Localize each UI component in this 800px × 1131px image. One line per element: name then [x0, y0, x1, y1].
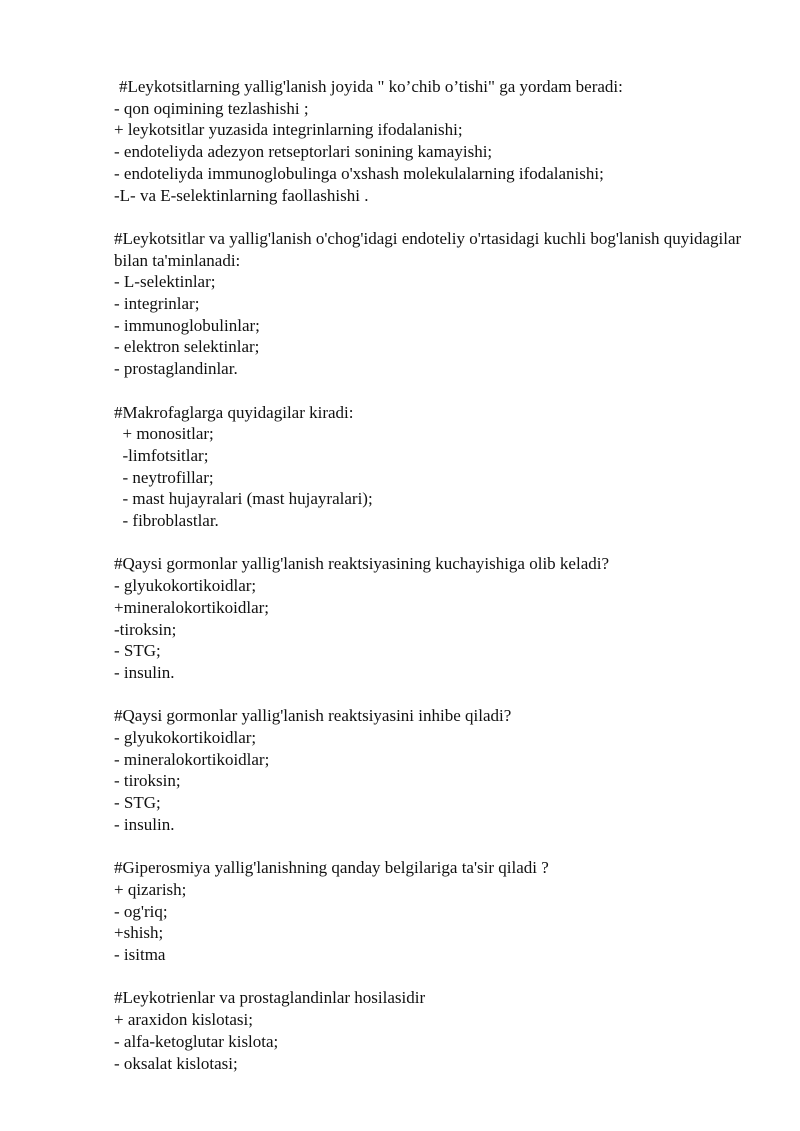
answer-option: - tiroksin; [114, 771, 181, 791]
question-block [114, 553, 754, 683]
answer-option: - neytrofillar; [114, 467, 214, 487]
answer-option: - glyukokortikoidlar; [114, 576, 257, 596]
answer-option: -tiroksin; [114, 619, 177, 639]
question-block [114, 402, 754, 532]
answer-option: -L- va E-selektinlarning faollashishi . [114, 185, 369, 205]
answer-option: +shish; [114, 923, 164, 943]
answer-option: - integrinlar; [114, 294, 200, 314]
question-title: #Qaysi gormonlar yallig'lanish reaktsiyasini inhibe qiladi? [114, 706, 512, 726]
answer-option: - endoteliyda adezyon retseptorlari sonining kamayishi; [114, 142, 493, 162]
answer-option: - mast hujayralari (mast hujayralari); [114, 489, 373, 509]
answer-option: + leykotsitlar yuzasida integrinlarning ifodalanishi; [114, 120, 463, 140]
document-body [114, 76, 754, 1096]
question-block [114, 987, 754, 1074]
question-block [114, 857, 754, 966]
answer-option: - isitma [114, 945, 166, 965]
answer-option: - alfa-ketoglutar kislota; [114, 1031, 279, 1051]
answer-option: - mineralokortikoidlar; [114, 749, 270, 769]
answer-option: - og'riq; [114, 901, 168, 921]
answer-option: - STG; [114, 793, 161, 813]
answer-option: - elektron selektinlar; [114, 337, 260, 357]
answer-option: - oksalat kislotasi; [114, 1053, 238, 1073]
answer-option: - L-selektinlar; [114, 272, 216, 292]
question-title: #Leykotrienlar va prostaglandinlar hosilasidir [114, 988, 426, 1008]
answer-option: - endoteliyda immunoglobulinga o'xshash molekulalarning ifodalanishi; [114, 163, 604, 183]
answer-option: - insulin. [114, 662, 175, 682]
question-block [114, 705, 754, 835]
question-title: #Giperosmiya yallig'lanishning qanday belgilariga ta'sir qiladi ? [114, 858, 549, 878]
answer-option: + qizarish; [114, 879, 187, 899]
answer-option: +mineralokortikoidlar; [114, 597, 269, 617]
question-block [114, 76, 754, 206]
answer-option: -limfotsitlar; [114, 445, 209, 465]
answer-option: - fibroblastlar. [114, 511, 219, 531]
answer-option: + araxidon kislotasi; [114, 1010, 253, 1030]
answer-option: - immunoglobulinlar; [114, 315, 260, 335]
answer-option: - STG; [114, 641, 161, 661]
question-title: #Leykotsitlarning yallig'lanish joyida " ko’chib o’tishi" ga yordam beradi: [119, 77, 623, 96]
answer-option: - glyukokortikoidlar; [114, 728, 257, 748]
question-title: #Qaysi gormonlar yallig'lanish reaktsiyasining kuchayishiga olib keladi? [114, 554, 610, 574]
answer-option: - insulin. [114, 814, 175, 834]
answer-option: - qon oqimining tezlashishi ; [114, 98, 309, 118]
answer-option: - prostaglandinlar. [114, 359, 238, 379]
question-title: #Leykotsitlar va yallig'lanish o'chog'idagi endoteliy o'rtasidagi kuchli bog'lanish quyidagilar bilan ta'minlanadi: [114, 228, 746, 270]
question-title: #Makrofaglarga quyidagilar kiradi: [114, 402, 354, 422]
question-block [114, 228, 754, 380]
answer-option: + monositlar; [114, 424, 214, 444]
